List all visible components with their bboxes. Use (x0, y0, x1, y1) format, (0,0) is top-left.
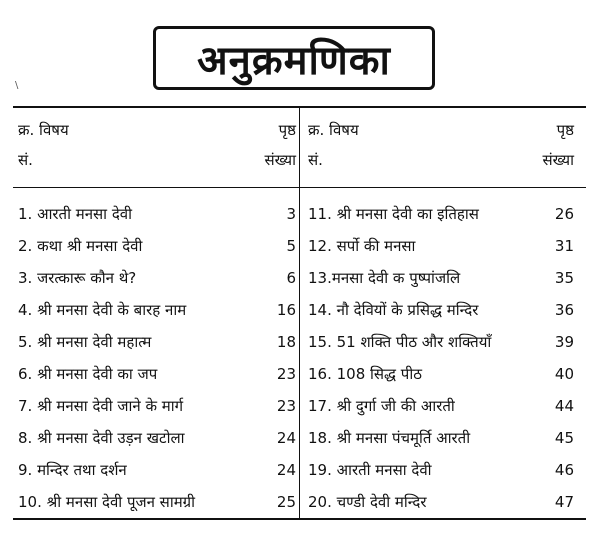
page-header-line2: संख्या (542, 151, 574, 169)
toc-entry-page: 36 (554, 301, 574, 319)
toc-entry-page: 26 (554, 205, 574, 223)
toc-entry (308, 294, 574, 326)
left-column (18, 106, 296, 518)
toc-entry (18, 262, 296, 294)
toc-entry-topic: 20. चण्डी देवी मन्दिर (308, 493, 427, 511)
toc-entry-topic: 13.मनसा देवी क पुष्पांजलि (308, 269, 461, 287)
toc-entry (18, 198, 296, 230)
toc-entry-topic: 16. 108 सिद्ध पीठ (308, 365, 422, 383)
toc-entry-page: 25 (276, 493, 296, 511)
page-title: अनुक्रमणिका (197, 37, 391, 84)
toc-entry-topic: 1. आरती मनसा देवी (18, 205, 133, 223)
toc-entry (18, 358, 296, 390)
toc-entry-topic: 2. कथा श्री मनसा देवी (18, 237, 143, 255)
toc-entry-page: 6 (286, 269, 296, 287)
toc-entry-page: 40 (554, 365, 574, 383)
toc-entry (308, 486, 574, 518)
toc-entry-topic: 18. श्री मनसा पंचमूर्ति आरती (308, 429, 471, 447)
toc-entry-page: 47 (554, 493, 574, 511)
toc-entry (18, 390, 296, 422)
bottom-rule (13, 518, 586, 520)
toc-entry-topic: 6. श्री मनसा देवी का जप (18, 365, 158, 383)
toc-entry (308, 262, 574, 294)
toc-entry-page: 16 (276, 301, 296, 319)
toc-entry-page: 44 (554, 397, 574, 415)
toc-entry (308, 390, 574, 422)
toc-entry-page: 46 (554, 461, 574, 479)
toc-entry-topic: 14. नौ देवियों के प्रसिद्ध मन्दिर (308, 301, 479, 319)
toc-entry-page: 18 (276, 333, 296, 351)
scan-mark: \ (15, 80, 19, 91)
toc-entry-page: 24 (276, 461, 296, 479)
toc-entry (308, 454, 574, 486)
serial-header-line2: सं. (308, 151, 323, 169)
toc-entry-topic: 11. श्री मनसा देवी का इतिहास (308, 205, 479, 223)
toc-entry-page: 39 (554, 333, 574, 351)
toc-entry (308, 230, 574, 262)
toc-entry (308, 358, 574, 390)
title-box (153, 26, 435, 90)
right-column-header (308, 120, 574, 180)
right-entries (308, 198, 574, 518)
toc-entry-topic: 4. श्री मनसा देवी के बारह नाम (18, 301, 187, 319)
serial-topic-header: क्र. विषय (18, 121, 69, 139)
toc-entry-page: 23 (276, 397, 296, 415)
toc-entry-topic: 10. श्री मनसा देवी पूजन सामग्री (18, 493, 196, 511)
toc-entry (308, 422, 574, 454)
page-header: पृष्ठ (556, 121, 574, 139)
page-header: पृष्ठ (278, 121, 296, 139)
toc-entry-topic: 9. मन्दिर तथा दर्शन (18, 461, 127, 479)
column-divider (299, 106, 300, 518)
right-column (308, 106, 574, 518)
toc-entry-topic: 5. श्री मनसा देवी महात्म (18, 333, 152, 351)
toc-entry-topic: 7. श्री मनसा देवी जाने के मार्ग (18, 397, 184, 415)
toc-entry (308, 198, 574, 230)
left-entries (18, 198, 296, 518)
toc-entry-page: 5 (286, 237, 296, 255)
left-column-header (18, 120, 296, 180)
toc-entry-page: 3 (286, 205, 296, 223)
toc-entry-page: 31 (554, 237, 574, 255)
toc-entry-topic: 3. जरत्कारू कौन थे? (18, 269, 137, 287)
toc-entry-page: 23 (276, 365, 296, 383)
serial-topic-header: क्र. विषय (308, 121, 359, 139)
toc-entry-page: 24 (276, 429, 296, 447)
toc-entry (18, 422, 296, 454)
toc-entry (18, 230, 296, 262)
toc-entry-topic: 17. श्री दुर्गा जी की आरती (308, 397, 455, 415)
toc-entry-topic: 15. 51 शक्ति पीठ और शक्तियाँ (308, 333, 492, 351)
toc-entry (18, 486, 296, 518)
toc-entry-topic: 12. सर्पो की मनसा (308, 237, 416, 255)
toc-entry-page: 35 (554, 269, 574, 287)
toc-entry-page: 45 (554, 429, 574, 447)
toc-entry (18, 326, 296, 358)
serial-header-line2: सं. (18, 151, 33, 169)
toc-entry-topic: 8. श्री मनसा देवी उड़न खटोला (18, 429, 185, 447)
toc-entry (308, 326, 574, 358)
toc-entry (18, 454, 296, 486)
toc-entry (18, 294, 296, 326)
toc-entry-topic: 19. आरती मनसा देवी (308, 461, 432, 479)
page-header-line2: संख्या (264, 151, 296, 169)
